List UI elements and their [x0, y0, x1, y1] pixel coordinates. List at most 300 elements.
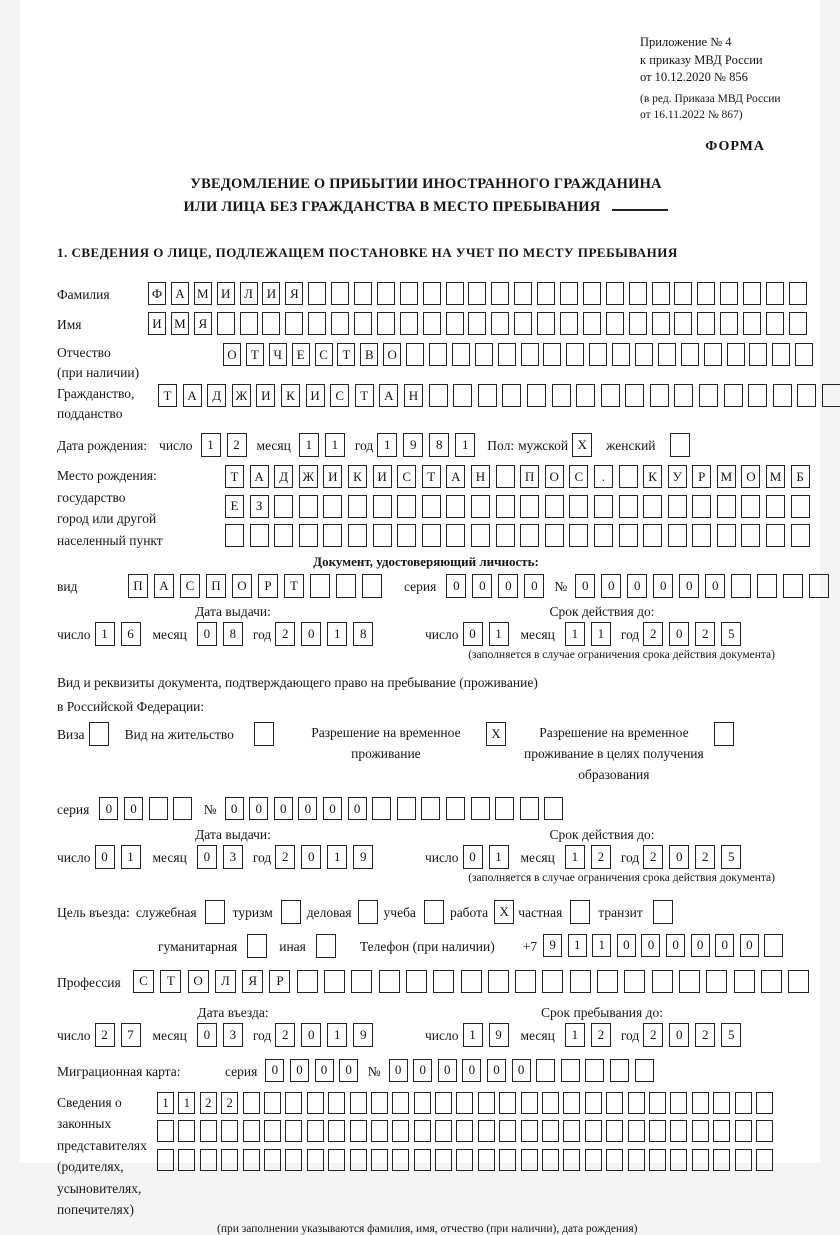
char-cell[interactable]: 0	[691, 934, 710, 957]
char-cell[interactable]	[585, 1092, 602, 1114]
char-cell[interactable]	[606, 1149, 623, 1171]
char-cell[interactable]	[424, 900, 444, 924]
char-cell[interactable]: 0	[389, 1059, 408, 1082]
char-cell[interactable]	[783, 574, 803, 598]
residence-number-input[interactable]	[225, 797, 569, 820]
sex-female-checkbox[interactable]	[670, 433, 690, 457]
char-cell[interactable]	[414, 1092, 431, 1114]
char-cell[interactable]	[741, 495, 760, 518]
char-cell[interactable]	[521, 1092, 538, 1114]
char-cell[interactable]	[560, 312, 578, 335]
char-cell[interactable]: 0	[197, 622, 217, 646]
char-cell[interactable]	[652, 970, 673, 993]
char-cell[interactable]	[422, 524, 441, 547]
char-cell[interactable]	[446, 797, 465, 820]
char-cell[interactable]: К	[281, 384, 300, 407]
char-cell[interactable]	[307, 1120, 324, 1142]
identity-expiry-day-input[interactable]	[463, 622, 515, 646]
identity-issue-month-input[interactable]	[197, 622, 249, 646]
char-cell[interactable]	[446, 524, 465, 547]
char-cell[interactable]	[649, 1149, 666, 1171]
char-cell[interactable]: 6	[121, 622, 141, 646]
char-cell[interactable]	[585, 1120, 602, 1142]
citizenship-input[interactable]	[158, 384, 840, 407]
char-cell[interactable]	[544, 797, 563, 820]
char-cell[interactable]	[629, 282, 647, 305]
char-cell[interactable]	[495, 797, 514, 820]
migration-series-input[interactable]	[265, 1059, 363, 1082]
char-cell[interactable]: М	[171, 312, 189, 335]
char-cell[interactable]: 0	[524, 574, 544, 598]
residence-permit-checkbox[interactable]	[254, 722, 274, 746]
char-cell[interactable]	[542, 1149, 559, 1171]
char-cell[interactable]	[328, 1120, 345, 1142]
char-cell[interactable]	[563, 1092, 580, 1114]
char-cell[interactable]: А	[171, 282, 189, 305]
char-cell[interactable]: 1	[201, 433, 221, 457]
char-cell[interactable]: 0	[666, 934, 685, 957]
temp-residence-checkbox[interactable]	[486, 722, 506, 746]
char-cell[interactable]: С	[133, 970, 154, 993]
char-cell[interactable]	[606, 312, 624, 335]
char-cell[interactable]	[520, 495, 539, 518]
char-cell[interactable]	[397, 495, 416, 518]
char-cell[interactable]	[545, 524, 564, 547]
char-cell[interactable]: П	[206, 574, 226, 598]
char-cell[interactable]	[348, 495, 367, 518]
char-cell[interactable]	[354, 282, 372, 305]
birth-place-line3-input[interactable]	[225, 524, 815, 547]
char-cell[interactable]: 2	[643, 845, 663, 869]
char-cell[interactable]	[699, 384, 718, 407]
char-cell[interactable]	[379, 970, 400, 993]
char-cell[interactable]	[354, 312, 372, 335]
char-cell[interactable]: Б	[791, 465, 810, 488]
entry-year-input[interactable]	[275, 1023, 379, 1047]
char-cell[interactable]	[446, 495, 465, 518]
char-cell[interactable]: М	[717, 465, 736, 488]
char-cell[interactable]	[285, 1092, 302, 1114]
char-cell[interactable]	[308, 312, 326, 335]
char-cell[interactable]: Ф	[148, 282, 166, 305]
char-cell[interactable]	[406, 343, 424, 366]
char-cell[interactable]: 2	[95, 1023, 115, 1047]
char-cell[interactable]	[612, 343, 630, 366]
char-cell[interactable]: О	[232, 574, 252, 598]
char-cell[interactable]	[328, 1149, 345, 1171]
char-cell[interactable]: Л	[240, 282, 258, 305]
char-cell[interactable]	[628, 1092, 645, 1114]
char-cell[interactable]	[446, 282, 464, 305]
char-cell[interactable]	[789, 282, 807, 305]
char-cell[interactable]	[499, 1149, 516, 1171]
char-cell[interactable]	[475, 343, 493, 366]
char-cell[interactable]: 3	[223, 1023, 243, 1047]
char-cell[interactable]: А	[183, 384, 202, 407]
char-cell[interactable]	[281, 900, 301, 924]
char-cell[interactable]	[323, 524, 342, 547]
char-cell[interactable]	[822, 384, 840, 407]
char-cell[interactable]	[692, 1120, 709, 1142]
char-cell[interactable]	[756, 1092, 773, 1114]
char-cell[interactable]	[635, 343, 653, 366]
identity-expiry-year-input[interactable]	[643, 622, 747, 646]
char-cell[interactable]: Ж	[299, 465, 318, 488]
char-cell[interactable]: 9	[489, 1023, 509, 1047]
char-cell[interactable]	[743, 312, 761, 335]
char-cell[interactable]: 2	[200, 1092, 217, 1114]
char-cell[interactable]: З	[250, 495, 269, 518]
char-cell[interactable]: 0	[627, 574, 647, 598]
purpose-humanitarian-checkbox[interactable]	[247, 934, 267, 958]
char-cell[interactable]: С	[330, 384, 349, 407]
char-cell[interactable]	[225, 524, 244, 547]
char-cell[interactable]	[594, 524, 613, 547]
char-cell[interactable]	[515, 970, 536, 993]
name-input[interactable]	[148, 312, 812, 335]
char-cell[interactable]: 0	[669, 622, 689, 646]
char-cell[interactable]	[717, 495, 736, 518]
char-cell[interactable]	[372, 797, 391, 820]
char-cell[interactable]: И	[148, 312, 166, 335]
char-cell[interactable]	[423, 312, 441, 335]
char-cell[interactable]: Т	[225, 465, 244, 488]
char-cell[interactable]	[496, 465, 515, 488]
char-cell[interactable]	[488, 970, 509, 993]
char-cell[interactable]	[585, 1149, 602, 1171]
char-cell[interactable]: 1	[325, 433, 345, 457]
char-cell[interactable]: 1	[95, 622, 115, 646]
char-cell[interactable]	[496, 524, 515, 547]
char-cell[interactable]	[307, 1149, 324, 1171]
profession-input[interactable]	[133, 970, 815, 993]
char-cell[interactable]: Т	[246, 343, 264, 366]
char-cell[interactable]	[336, 574, 356, 598]
purpose-official-checkbox[interactable]	[205, 900, 225, 924]
residence-issue-year-input[interactable]	[275, 845, 379, 869]
char-cell[interactable]	[397, 524, 416, 547]
char-cell[interactable]	[674, 282, 692, 305]
char-cell[interactable]: 0	[575, 574, 595, 598]
char-cell[interactable]	[520, 797, 539, 820]
char-cell[interactable]	[748, 384, 767, 407]
char-cell[interactable]	[628, 1120, 645, 1142]
char-cell[interactable]: Я	[285, 282, 303, 305]
stay-day-input[interactable]	[463, 1023, 515, 1047]
char-cell[interactable]	[307, 1092, 324, 1114]
char-cell[interactable]	[692, 495, 711, 518]
char-cell[interactable]: 0	[197, 845, 217, 869]
char-cell[interactable]	[453, 384, 472, 407]
char-cell[interactable]: 0	[446, 574, 466, 598]
char-cell[interactable]	[514, 312, 532, 335]
char-cell[interactable]: 1	[463, 1023, 483, 1047]
char-cell[interactable]	[542, 1092, 559, 1114]
char-cell[interactable]: 2	[643, 1023, 663, 1047]
char-cell[interactable]: К	[643, 465, 662, 488]
representatives-line2-input[interactable]	[157, 1120, 777, 1142]
char-cell[interactable]	[274, 495, 293, 518]
char-cell[interactable]	[435, 1120, 452, 1142]
char-cell[interactable]: 2	[227, 433, 247, 457]
visa-checkbox[interactable]	[89, 722, 109, 746]
char-cell[interactable]	[757, 574, 777, 598]
char-cell[interactable]	[704, 343, 722, 366]
char-cell[interactable]	[643, 495, 662, 518]
char-cell[interactable]	[351, 970, 372, 993]
char-cell[interactable]	[791, 524, 810, 547]
char-cell[interactable]	[392, 1149, 409, 1171]
char-cell[interactable]	[491, 282, 509, 305]
char-cell[interactable]: 0	[249, 797, 268, 820]
char-cell[interactable]: У	[668, 465, 687, 488]
birth-year-input[interactable]	[377, 433, 481, 457]
char-cell[interactable]: 1	[157, 1092, 174, 1114]
char-cell[interactable]	[471, 797, 490, 820]
char-cell[interactable]	[597, 970, 618, 993]
char-cell[interactable]	[435, 1092, 452, 1114]
birth-place-line1-input[interactable]	[225, 465, 815, 488]
char-cell[interactable]: Н	[471, 465, 490, 488]
char-cell[interactable]	[205, 900, 225, 924]
char-cell[interactable]: Т	[160, 970, 181, 993]
char-cell[interactable]: 1	[178, 1092, 195, 1114]
char-cell[interactable]: Я	[194, 312, 212, 335]
char-cell[interactable]	[713, 1149, 730, 1171]
char-cell[interactable]	[734, 970, 755, 993]
char-cell[interactable]	[560, 282, 578, 305]
residence-expiry-day-input[interactable]	[463, 845, 515, 869]
char-cell[interactable]	[285, 1149, 302, 1171]
char-cell[interactable]	[731, 574, 751, 598]
char-cell[interactable]: 2	[591, 1023, 611, 1047]
char-cell[interactable]: 9	[403, 433, 423, 457]
char-cell[interactable]: И	[323, 465, 342, 488]
char-cell[interactable]	[692, 524, 711, 547]
birth-month-input[interactable]	[299, 433, 351, 457]
char-cell[interactable]	[766, 312, 784, 335]
char-cell[interactable]	[649, 1092, 666, 1114]
char-cell[interactable]: 2	[221, 1092, 238, 1114]
char-cell[interactable]	[670, 433, 690, 457]
char-cell[interactable]: 0	[512, 1059, 531, 1082]
surname-input[interactable]	[148, 282, 812, 305]
char-cell[interactable]: 2	[275, 1023, 295, 1047]
char-cell[interactable]: 2	[695, 845, 715, 869]
char-cell[interactable]	[264, 1149, 281, 1171]
char-cell[interactable]	[542, 1120, 559, 1142]
char-cell[interactable]	[766, 495, 785, 518]
residence-series-input[interactable]	[99, 797, 197, 820]
char-cell[interactable]	[583, 312, 601, 335]
char-cell[interactable]	[764, 934, 783, 957]
char-cell[interactable]: Р	[269, 970, 290, 993]
birth-day-input[interactable]	[201, 433, 253, 457]
char-cell[interactable]: 1	[565, 845, 585, 869]
char-cell[interactable]	[200, 1120, 217, 1142]
char-cell[interactable]: С	[315, 343, 333, 366]
char-cell[interactable]: 0	[124, 797, 143, 820]
char-cell[interactable]	[727, 343, 745, 366]
char-cell[interactable]: 0	[705, 574, 725, 598]
char-cell[interactable]	[371, 1092, 388, 1114]
char-cell[interactable]	[461, 970, 482, 993]
char-cell[interactable]	[674, 312, 692, 335]
char-cell[interactable]: 8	[223, 622, 243, 646]
char-cell[interactable]	[735, 1092, 752, 1114]
char-cell[interactable]: 1	[565, 622, 585, 646]
char-cell[interactable]	[456, 1149, 473, 1171]
char-cell[interactable]	[285, 312, 303, 335]
char-cell[interactable]	[536, 1059, 555, 1082]
char-cell[interactable]: 0	[740, 934, 759, 957]
char-cell[interactable]	[406, 970, 427, 993]
char-cell[interactable]	[585, 1059, 604, 1082]
purpose-other-checkbox[interactable]	[316, 934, 336, 958]
char-cell[interactable]	[735, 1120, 752, 1142]
char-cell[interactable]: 0	[601, 574, 621, 598]
char-cell[interactable]: 9	[353, 1023, 373, 1047]
char-cell[interactable]: 0	[669, 845, 689, 869]
temp-residence-edu-checkbox[interactable]	[714, 722, 734, 746]
char-cell[interactable]: 0	[301, 1023, 321, 1047]
char-cell[interactable]	[619, 495, 638, 518]
representatives-line3-input[interactable]	[157, 1149, 777, 1171]
char-cell[interactable]	[741, 524, 760, 547]
purpose-study-checkbox[interactable]	[424, 900, 444, 924]
char-cell[interactable]: 0	[348, 797, 367, 820]
char-cell[interactable]	[542, 970, 563, 993]
char-cell[interactable]: 0	[413, 1059, 432, 1082]
char-cell[interactable]	[561, 1059, 580, 1082]
purpose-transit-checkbox[interactable]	[653, 900, 673, 924]
char-cell[interactable]	[670, 1120, 687, 1142]
char-cell[interactable]: 0	[617, 934, 636, 957]
char-cell[interactable]	[791, 495, 810, 518]
char-cell[interactable]: П	[520, 465, 539, 488]
char-cell[interactable]	[720, 282, 738, 305]
identity-kind-input[interactable]	[128, 574, 388, 598]
char-cell[interactable]	[679, 970, 700, 993]
char-cell[interactable]	[795, 343, 813, 366]
char-cell[interactable]: Ч	[269, 343, 287, 366]
char-cell[interactable]	[545, 495, 564, 518]
char-cell[interactable]	[537, 282, 555, 305]
char-cell[interactable]	[724, 384, 743, 407]
char-cell[interactable]: 0	[339, 1059, 358, 1082]
char-cell[interactable]: 1	[455, 433, 475, 457]
sex-male-checkbox[interactable]	[572, 433, 592, 457]
char-cell[interactable]: А	[154, 574, 174, 598]
char-cell[interactable]	[502, 384, 521, 407]
char-cell[interactable]: 5	[721, 622, 741, 646]
char-cell[interactable]	[670, 1149, 687, 1171]
char-cell[interactable]: 2	[643, 622, 663, 646]
char-cell[interactable]	[264, 1092, 281, 1114]
phone-input[interactable]	[543, 934, 789, 957]
char-cell[interactable]: И	[256, 384, 275, 407]
char-cell[interactable]	[247, 934, 267, 958]
char-cell[interactable]: 0	[463, 622, 483, 646]
char-cell[interactable]	[400, 312, 418, 335]
migration-number-input[interactable]	[389, 1059, 660, 1082]
char-cell[interactable]	[243, 1120, 260, 1142]
stay-month-input[interactable]	[565, 1023, 617, 1047]
char-cell[interactable]	[601, 384, 620, 407]
char-cell[interactable]	[749, 343, 767, 366]
char-cell[interactable]: Д	[207, 384, 226, 407]
char-cell[interactable]	[570, 900, 590, 924]
char-cell[interactable]: 0	[498, 574, 518, 598]
char-cell[interactable]	[157, 1120, 174, 1142]
char-cell[interactable]: 9	[353, 845, 373, 869]
char-cell[interactable]	[527, 384, 546, 407]
char-cell[interactable]	[377, 312, 395, 335]
char-cell[interactable]	[400, 282, 418, 305]
char-cell[interactable]	[471, 495, 490, 518]
char-cell[interactable]	[499, 1092, 516, 1114]
char-cell[interactable]: 2	[695, 622, 715, 646]
char-cell[interactable]	[421, 797, 440, 820]
char-cell[interactable]: 5	[721, 1023, 741, 1047]
char-cell[interactable]: 1	[489, 622, 509, 646]
char-cell[interactable]	[397, 797, 416, 820]
char-cell[interactable]	[452, 343, 470, 366]
char-cell[interactable]	[491, 312, 509, 335]
char-cell[interactable]	[589, 343, 607, 366]
char-cell[interactable]	[788, 970, 809, 993]
char-cell[interactable]	[350, 1092, 367, 1114]
residence-expiry-month-input[interactable]	[565, 845, 617, 869]
char-cell[interactable]	[254, 722, 274, 746]
char-cell[interactable]	[692, 1092, 709, 1114]
char-cell[interactable]	[498, 343, 516, 366]
char-cell[interactable]	[456, 1092, 473, 1114]
char-cell[interactable]: 8	[429, 433, 449, 457]
char-cell[interactable]: Н	[404, 384, 423, 407]
char-cell[interactable]	[583, 282, 601, 305]
char-cell[interactable]	[629, 312, 647, 335]
char-cell[interactable]	[240, 312, 258, 335]
char-cell[interactable]	[652, 282, 670, 305]
char-cell[interactable]: 1	[121, 845, 141, 869]
char-cell[interactable]	[414, 1149, 431, 1171]
birth-place-line2-input[interactable]	[225, 495, 815, 518]
char-cell[interactable]: 1	[592, 934, 611, 957]
purpose-work-checkbox[interactable]	[494, 900, 514, 924]
char-cell[interactable]: Р	[258, 574, 278, 598]
char-cell[interactable]: 0	[487, 1059, 506, 1082]
char-cell[interactable]	[250, 524, 269, 547]
char-cell[interactable]: 1	[327, 1023, 347, 1047]
char-cell[interactable]	[316, 934, 336, 958]
char-cell[interactable]: 0	[715, 934, 734, 957]
char-cell[interactable]	[756, 1120, 773, 1142]
char-cell[interactable]: В	[360, 343, 378, 366]
char-cell[interactable]: Т	[158, 384, 177, 407]
char-cell[interactable]: 3	[223, 845, 243, 869]
char-cell[interactable]	[735, 1149, 752, 1171]
char-cell[interactable]: 2	[591, 845, 611, 869]
char-cell[interactable]	[308, 282, 326, 305]
char-cell[interactable]: 0	[463, 845, 483, 869]
char-cell[interactable]: 0	[669, 1023, 689, 1047]
char-cell[interactable]	[362, 574, 382, 598]
char-cell[interactable]	[766, 282, 784, 305]
char-cell[interactable]	[456, 1120, 473, 1142]
char-cell[interactable]	[650, 384, 669, 407]
char-cell[interactable]: 1	[299, 433, 319, 457]
